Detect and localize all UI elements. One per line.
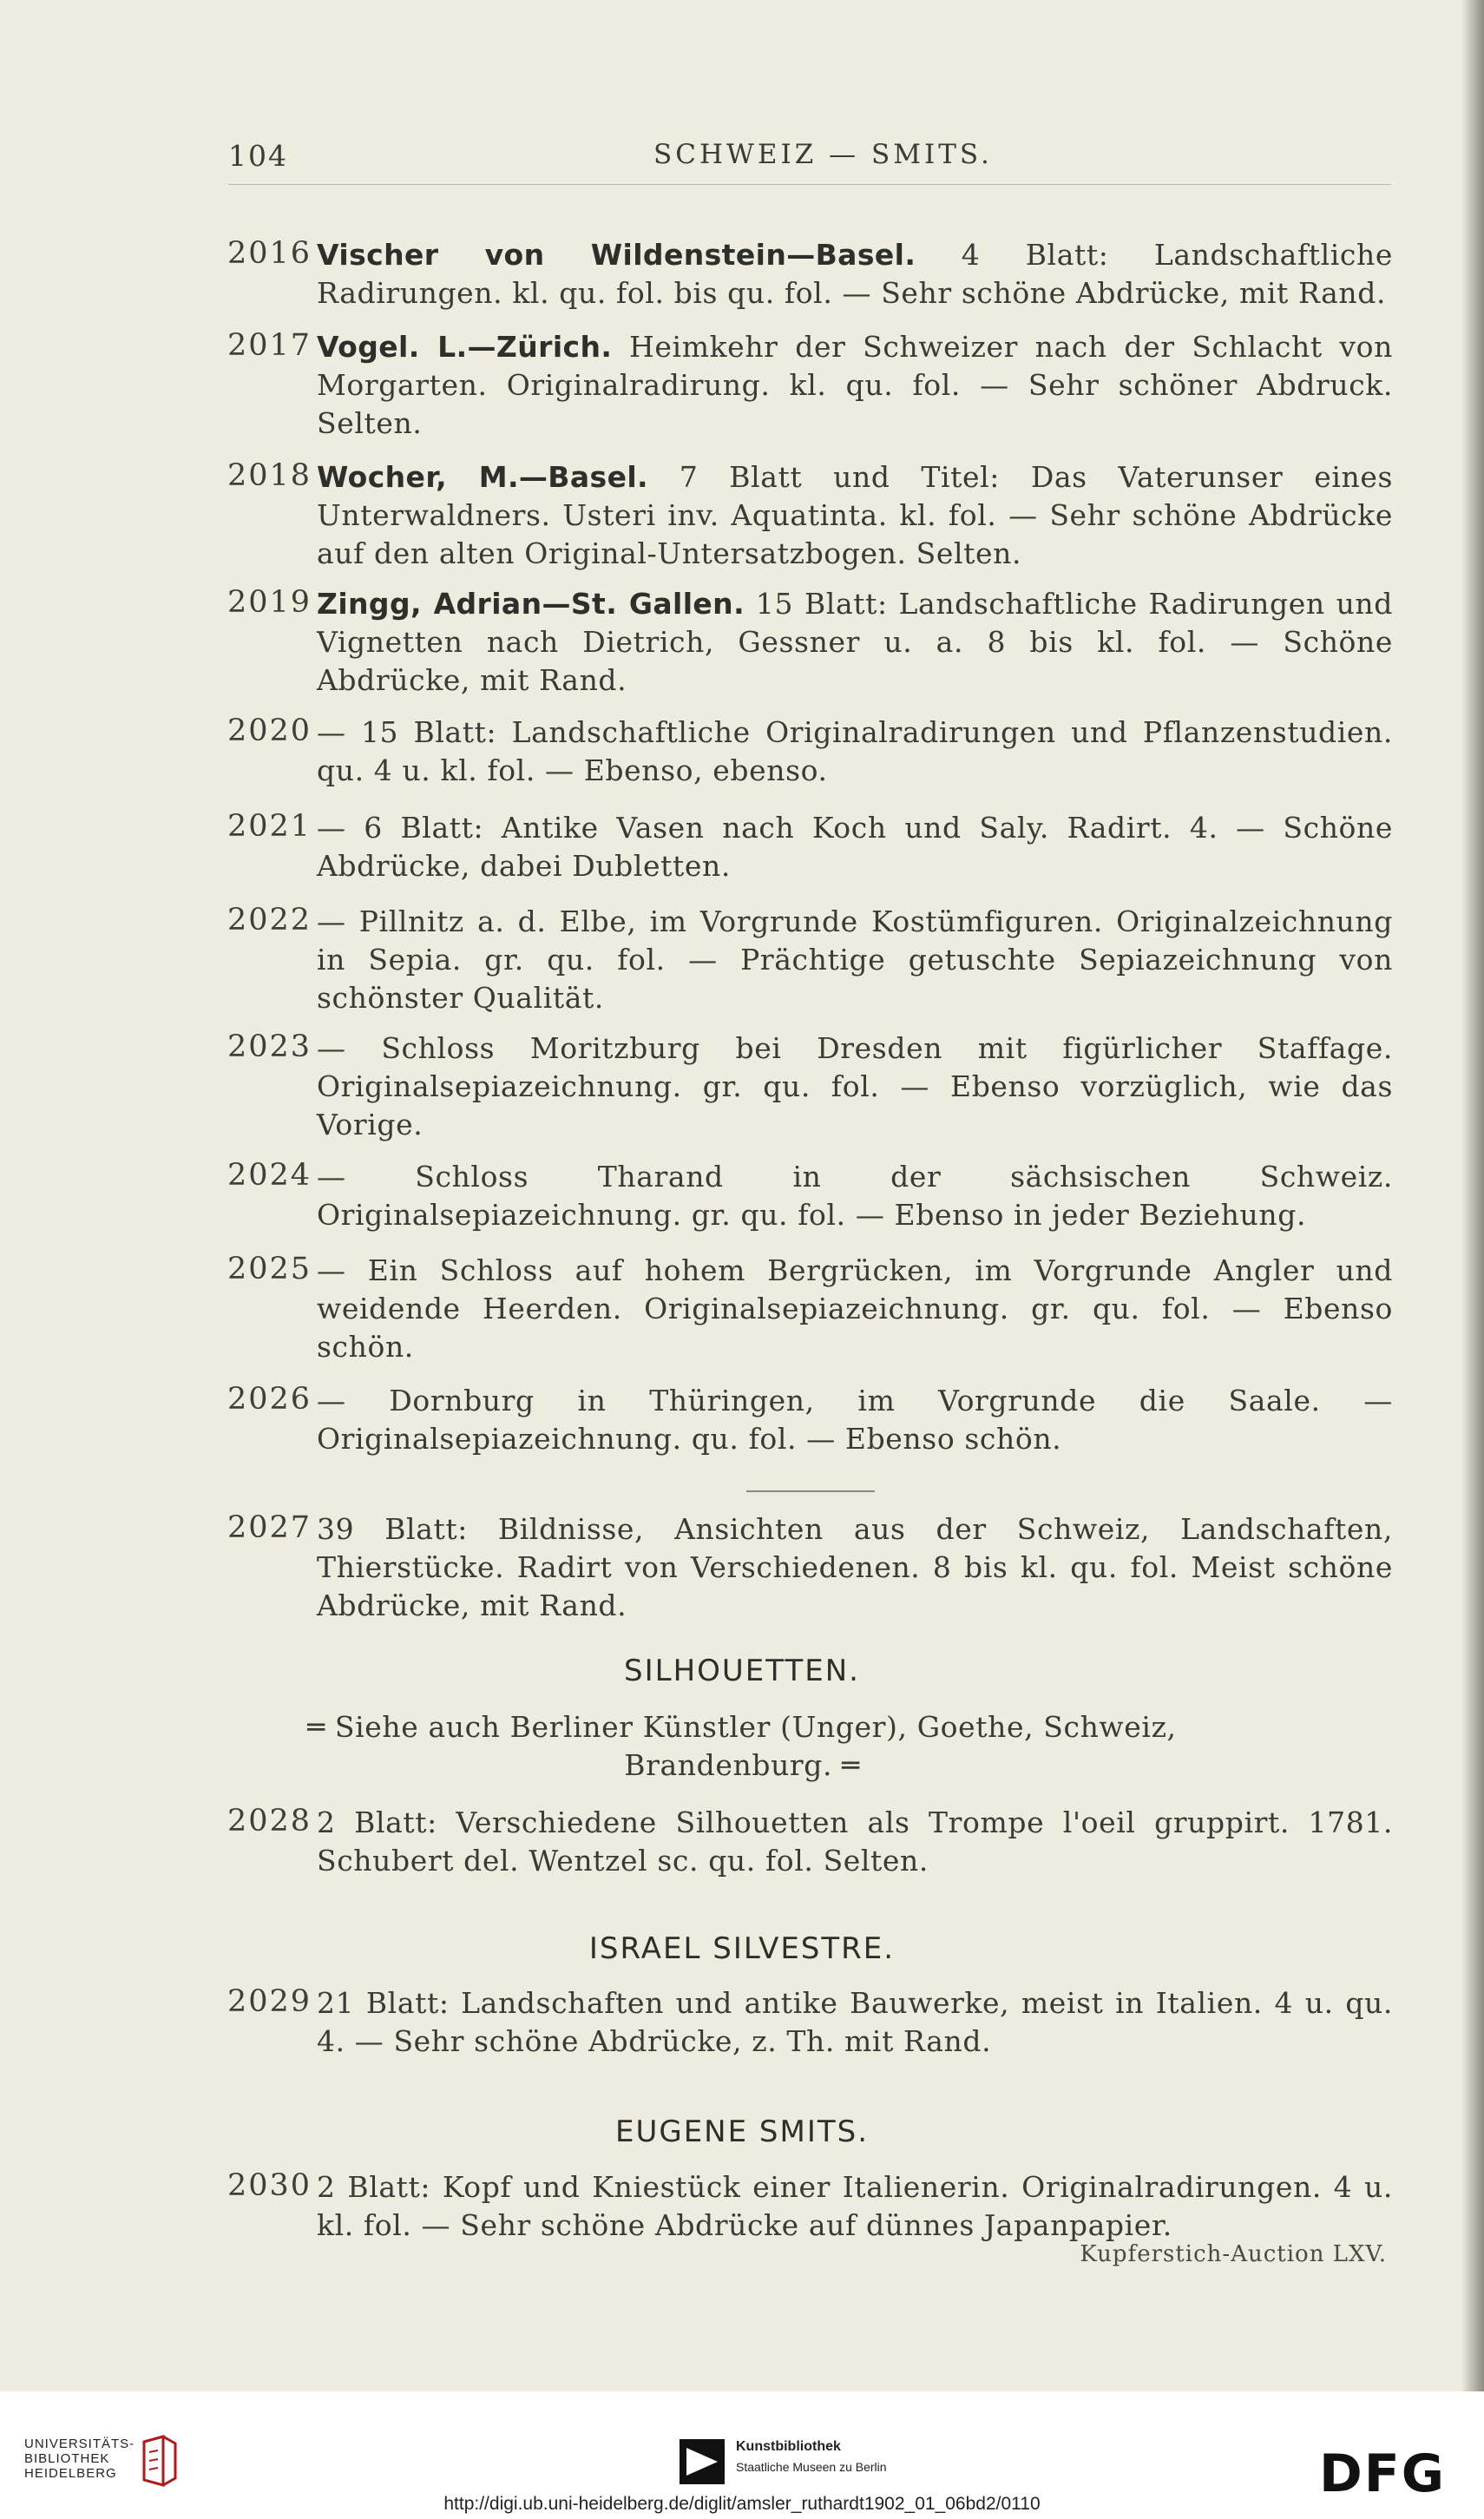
section-heading-smits: EUGENE SMITS. (614, 2115, 870, 2149)
entry-description: 4 Blatt: Landschaftliche Radirungen. kl. qu. fol. bis qu. fol. — Sehr schöne Abdrücke, mit Rand. (317, 238, 1393, 310)
entry-description: — Dornburg in Thüringen, im Vorgrunde die Saale. — Originalsepiazeichnung. qu. fol. — Ebenso schön. (317, 1384, 1393, 1456)
entry-number: 2020 (227, 714, 312, 748)
entry-text (317, 809, 1393, 885)
kunstbibliothek-subtitle: Staatliche Museen zu Berlin (736, 2460, 887, 2474)
university-line: BIBLIOTHEK (24, 2451, 110, 2466)
university-line: HEIDELBERG (24, 2466, 117, 2481)
entry-description: 15 Blatt: Landschaftliche Radirungen und Vignetten nach Dietrich, Gessner u. a. 8 bis kl. fol. — Schöne Abdrücke, mit Rand. (317, 587, 1393, 697)
entry-text (317, 1382, 1393, 1458)
entry-number: 2021 (227, 809, 312, 844)
entry-text (317, 328, 1393, 443)
entry-number: 2018 (227, 458, 312, 493)
page-edge-shadow (1461, 0, 1484, 2391)
kunstbibliothek-logo-icon (680, 2439, 725, 2484)
entry-number: 2019 (227, 585, 312, 620)
entry-text (317, 236, 1393, 312)
entry-number: 2026 (227, 1382, 312, 1417)
entry-text (317, 2168, 1393, 2245)
page-number: 104 (228, 139, 288, 173)
entry-number: 2024 (227, 1158, 312, 1193)
entry-number: 2022 (227, 903, 312, 937)
entry-artist: Vogel. L.—Zürich. (317, 330, 613, 364)
kunstbibliothek-text (736, 2439, 887, 2474)
university-library-text (24, 2437, 135, 2481)
entry-artist: Zingg, Adrian—St. Gallen. (317, 587, 745, 621)
entry-text (317, 458, 1393, 573)
running-head (228, 139, 1408, 182)
cross-reference-note: ═ Siehe auch Berliner Künstler (Unger), Goethe, Schweiz, (307, 1710, 1177, 1744)
entry-number: 2030 (227, 2168, 312, 2203)
entry-description: — Schloss Tharand in der sächsischen Schweiz. Originalsepiazeichnung. gr. qu. fol. — Ebenso in jeder Beziehung. (317, 1160, 1393, 1232)
entry-text (317, 1984, 1393, 2061)
entry-description: 21 Blatt: Landschaften und antike Bauwerke, meist in Italien. 4 u. qu. 4. — Sehr schöne Abdrücke, z. Th. mit Rand. (317, 1986, 1393, 2058)
dfg-logo: DFG (1319, 2443, 1447, 2504)
entry-description: 39 Blatt: Bildnisse, Ansichten aus der Schweiz, Landschaften, Thierstücke. Radirt von Verschiedenen. 8 bis kl. qu. fol. Meist schöne Abdrücke, mit Rand. (317, 1512, 1393, 1622)
cross-reference-note-cont: Brandenburg. ═ (624, 1748, 860, 1782)
source-url-link[interactable]: http://digi.ub.uni-heidelberg.de/diglit/amsler_ruthardt1902_01_06bd2/0110 (443, 2494, 1041, 2514)
entry-number: 2029 (227, 1984, 312, 2019)
entry-text (317, 1029, 1393, 1144)
entry-text (317, 1510, 1393, 1625)
header-title: SCHWEIZ — SMITS. (653, 139, 993, 170)
entry-description: — Pillnitz a. d. Elbe, im Vorgrunde Kostümfiguren. Originalzeichnung in Sepia. gr. qu. fol. — Prächtige getuschte Sepiazeichnung von schönster Qualität. (317, 904, 1393, 1015)
entry-description: — 15 Blatt: Landschaftliche Originalradirungen und Pflanzenstudien. qu. 4 u. kl. fol. — Ebenso, ebenso. (317, 715, 1393, 787)
section-heading-silhouetten: SILHOUETTEN. (624, 1654, 860, 1688)
entry-description: 7 Blatt und Titel: Das Vaterunser eines Unterwaldners. Usteri inv. Aquatinta. kl. fol. — Sehr schöne Abdrücke auf den alten Original-Untersatzbogen. Selten. (317, 460, 1393, 570)
entry-number: 2017 (227, 328, 312, 363)
entry-text (317, 585, 1393, 700)
university-line: UNIVERSITÄTS- (24, 2437, 135, 2451)
entry-text (317, 1804, 1393, 1880)
entry-text (317, 1252, 1393, 1366)
entry-description: 2 Blatt: Kopf und Kniestück einer Italienerin. Originalradirungen. 4 u. kl. fol. — Sehr schöne Abdrücke auf dünnes Japanpapier. (317, 2170, 1393, 2242)
entry-text (317, 714, 1393, 790)
entry-number: 2016 (227, 236, 312, 271)
university-logo-icon (137, 2435, 179, 2489)
entry-number: 2027 (227, 1510, 312, 1545)
entry-number: 2025 (227, 1252, 312, 1286)
signature-mark: Kupferstich-Auction LXV. (1080, 2241, 1387, 2267)
entry-description: — 6 Blatt: Antike Vasen nach Koch und Saly. Radirt. 4. — Schöne Abdrücke, dabei Dubletten. (317, 811, 1393, 883)
entry-text (317, 903, 1393, 1017)
header-rule (228, 184, 1391, 185)
entry-artist: Wocher, M.—Basel. (317, 460, 648, 494)
entry-description: Heimkehr der Schweizer nach der Schlacht von Morgarten. Originalradirung. kl. qu. fol. — Sehr schöner Abdruck. Selten. (317, 330, 1393, 440)
entry-number: 2028 (227, 1804, 312, 1838)
section-heading-silvestre: ISRAEL SILVESTRE. (588, 1931, 896, 1966)
entry-artist: Vischer von Wildenstein—Basel. (317, 238, 916, 272)
footer-bar (0, 2391, 1484, 2519)
entry-description: 2 Blatt: Verschiedene Silhouetten als Trompe l'oeil gruppirt. 1781. Schubert del. Wentzel sc. qu. fol. Selten. (317, 1805, 1393, 1878)
entry-number: 2023 (227, 1029, 312, 1064)
entry-description: — Ein Schloss auf hohem Bergrücken, im Vorgrunde Angler und weidende Heerden. Originalsepiazeichnung. gr. qu. fol. — Ebenso schön. (317, 1253, 1393, 1364)
separator-rule (746, 1490, 875, 1492)
entry-description: — Schloss Moritzburg bei Dresden mit figürlicher Staffage. Originalsepiazeichnung. gr. qu. fol. — Ebenso vorzüglich, wie das Vorige. (317, 1031, 1393, 1141)
kunstbibliothek-title: Kunstbibliothek (736, 2439, 841, 2454)
entry-text (317, 1158, 1393, 1234)
